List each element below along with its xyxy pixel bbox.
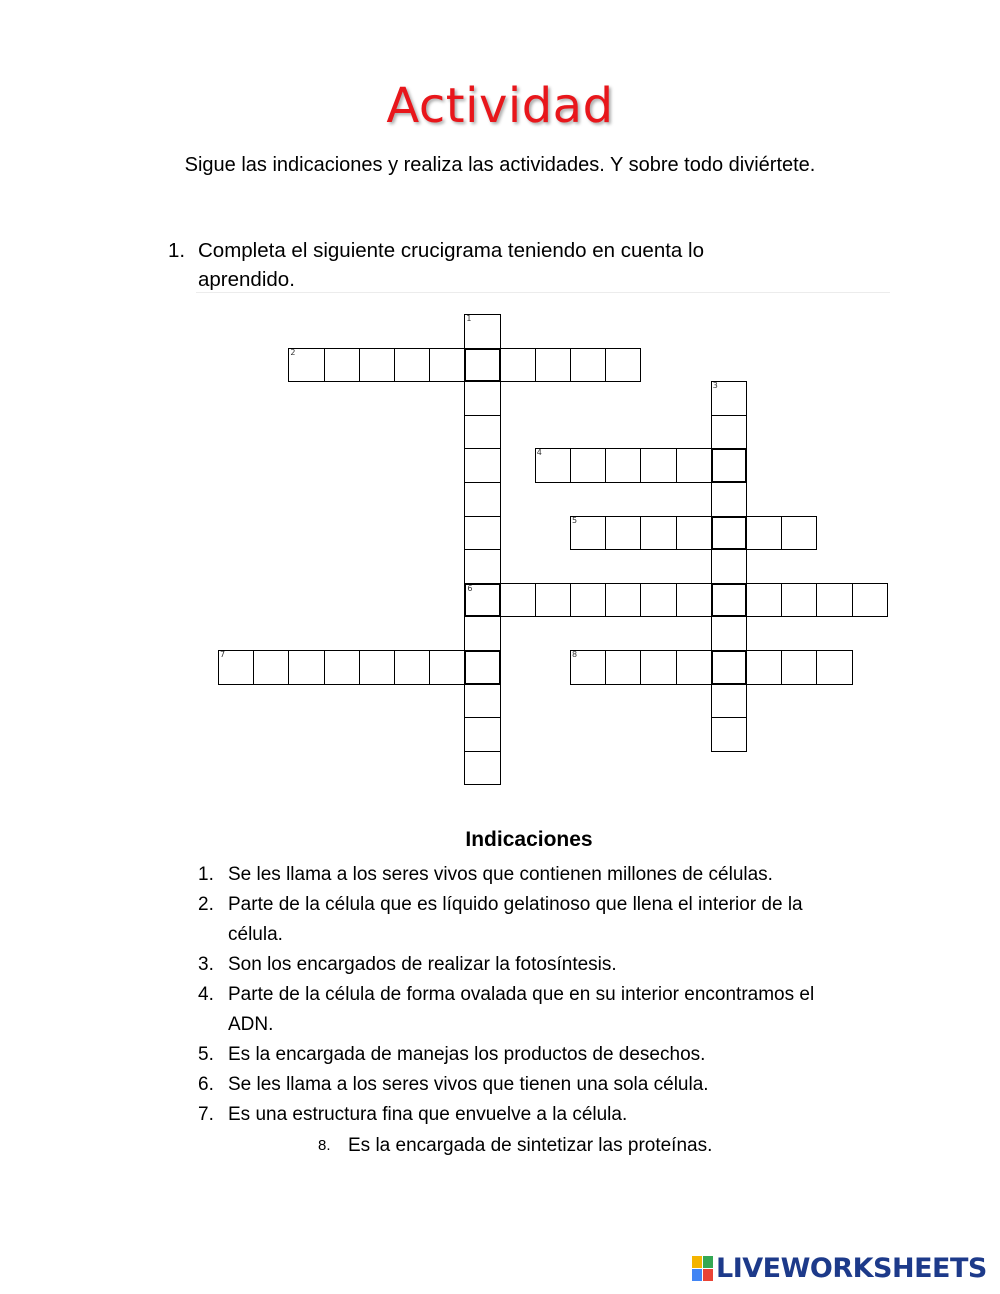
clue-text: Son los encargados de realizar la fotosíntesis.: [228, 954, 617, 975]
crossword-clue-number: 1: [466, 314, 472, 323]
clue-number: 8.: [318, 1137, 331, 1154]
crossword-cell[interactable]: [711, 381, 747, 416]
crossword-clue-number: 5: [572, 515, 578, 525]
clue-number: 6.: [198, 1074, 214, 1095]
crossword-clue-number: 4: [536, 448, 542, 458]
crossword-cell[interactable]: [570, 516, 606, 551]
crossword-clue-number: 8: [572, 650, 578, 659]
crossword-cell[interactable]: [711, 650, 747, 685]
crossword-cell[interactable]: [605, 516, 641, 551]
crossword-cell[interactable]: [711, 448, 747, 483]
crossword-clue-number: 2: [290, 347, 296, 357]
clue-number: 2.: [198, 894, 214, 915]
liveworksheets-logo-icon: [692, 1256, 712, 1280]
crossword-cell[interactable]: [464, 549, 500, 584]
question-number: 1.: [168, 239, 186, 262]
crossword-cell[interactable]: [746, 516, 782, 551]
clue-text: Se les llama a los seres vivos que tienen una sola célula.: [228, 1074, 709, 1095]
crossword-cell[interactable]: [535, 448, 571, 483]
crossword-cell[interactable]: [464, 381, 500, 416]
crossword-cell[interactable]: [711, 583, 747, 618]
crossword-cell[interactable]: [464, 717, 500, 752]
crossword-cell[interactable]: [394, 348, 430, 383]
clue-text: Se les llama a los seres vivos que contienen millones de células.: [228, 864, 773, 885]
crossword-cell[interactable]: [218, 650, 254, 685]
crossword-cell[interactable]: [781, 650, 817, 685]
crossword-cell[interactable]: [640, 516, 676, 551]
crossword-cell[interactable]: [324, 650, 360, 685]
crossword-cell[interactable]: [500, 348, 536, 383]
crossword-cell[interactable]: [711, 684, 747, 719]
page-title: Actividad: [386, 78, 614, 134]
crossword-cell[interactable]: [781, 516, 817, 551]
crossword-cell[interactable]: [711, 717, 747, 752]
clue-number: 5.: [198, 1044, 214, 1065]
crossword-cell[interactable]: [676, 583, 712, 618]
crossword-cell[interactable]: [605, 583, 641, 618]
crossword-cell[interactable]: [359, 348, 395, 383]
crossword-cell[interactable]: [535, 583, 571, 618]
liveworksheets-logo: [692, 1253, 987, 1283]
crossword-cell[interactable]: [746, 650, 782, 685]
crossword-cell[interactable]: [605, 448, 641, 483]
crossword-cell[interactable]: [464, 348, 500, 383]
crossword-cell[interactable]: [570, 348, 606, 383]
crossword-cell[interactable]: [464, 314, 500, 349]
crossword-cell[interactable]: [676, 448, 712, 483]
crossword-cell[interactable]: [570, 448, 606, 483]
crossword-cell[interactable]: [464, 650, 500, 685]
clue-text: Parte de la célula de forma ovalada que en su interior encontramos el ADN.: [228, 984, 815, 1035]
crossword-cell[interactable]: [711, 549, 747, 584]
liveworksheets-brand: LIVEWORKSHEETS: [716, 1252, 987, 1284]
crossword-cell[interactable]: [535, 348, 571, 383]
crossword-cell[interactable]: [640, 650, 676, 685]
clue-number: 4.: [198, 984, 214, 1005]
crossword-clue-number: 3: [712, 381, 718, 391]
crossword-cell[interactable]: [640, 448, 676, 483]
crossword-cell[interactable]: [816, 583, 852, 618]
clue-number: 1.: [198, 864, 214, 885]
crossword-cell[interactable]: [746, 583, 782, 618]
indicaciones-title: Indicaciones: [465, 828, 593, 851]
clue-text: Es una estructura fina que envuelve a la célula.: [228, 1104, 628, 1125]
crossword-cell[interactable]: [288, 348, 324, 383]
question-text: Completa el siguiente crucigrama teniendo en cuenta lo aprendido.: [198, 239, 704, 291]
crossword-cell[interactable]: [464, 583, 500, 618]
crossword-cell[interactable]: [711, 516, 747, 551]
crossword-cell[interactable]: [570, 650, 606, 685]
crossword-cell[interactable]: [605, 650, 641, 685]
crossword-cell[interactable]: [640, 583, 676, 618]
crossword-clue-number: 6: [467, 583, 473, 593]
clue-text: Es la encargada de sintetizar las proteínas.: [348, 1135, 713, 1156]
clue-text: Parte de la célula que es líquido gelatinoso que llena el interior de la célula.: [228, 894, 803, 945]
clue-text: Es la encargada de manejas los productos de desechos.: [228, 1044, 706, 1065]
crossword-cell[interactable]: [570, 583, 606, 618]
intro-text: Sigue las indicaciones y realiza las actividades. Y sobre todo diviértete.: [184, 154, 816, 176]
clue-number: 7.: [198, 1104, 214, 1125]
crossword-cell[interactable]: [464, 415, 500, 450]
crossword-cell[interactable]: [711, 616, 747, 651]
crossword-clue-number: 7: [220, 650, 226, 659]
crossword-cell[interactable]: [464, 482, 500, 517]
crossword-cell[interactable]: [464, 751, 500, 786]
crossword-cell[interactable]: [429, 348, 465, 383]
crossword-cell[interactable]: [464, 516, 500, 551]
crossword-cell[interactable]: [711, 482, 747, 517]
crossword-cell[interactable]: [676, 516, 712, 551]
crossword-cell[interactable]: [676, 650, 712, 685]
crossword-cell[interactable]: [359, 650, 395, 685]
crossword-cell[interactable]: [324, 348, 360, 383]
crossword-cell[interactable]: [464, 616, 500, 651]
crossword-cell[interactable]: [464, 448, 500, 483]
crossword-cell[interactable]: [852, 583, 888, 618]
crossword-cell[interactable]: [605, 348, 641, 383]
crossword-cell[interactable]: [394, 650, 430, 685]
crossword-cell[interactable]: [253, 650, 289, 685]
clue-number: 3.: [198, 954, 214, 975]
crossword-cell[interactable]: [429, 650, 465, 685]
crossword-cell[interactable]: [500, 583, 536, 618]
crossword-cell[interactable]: [464, 684, 500, 719]
crossword-cell[interactable]: [288, 650, 324, 685]
crossword-cell[interactable]: [781, 583, 817, 618]
crossword-cell[interactable]: [711, 415, 747, 450]
crossword-cell[interactable]: [816, 650, 852, 685]
